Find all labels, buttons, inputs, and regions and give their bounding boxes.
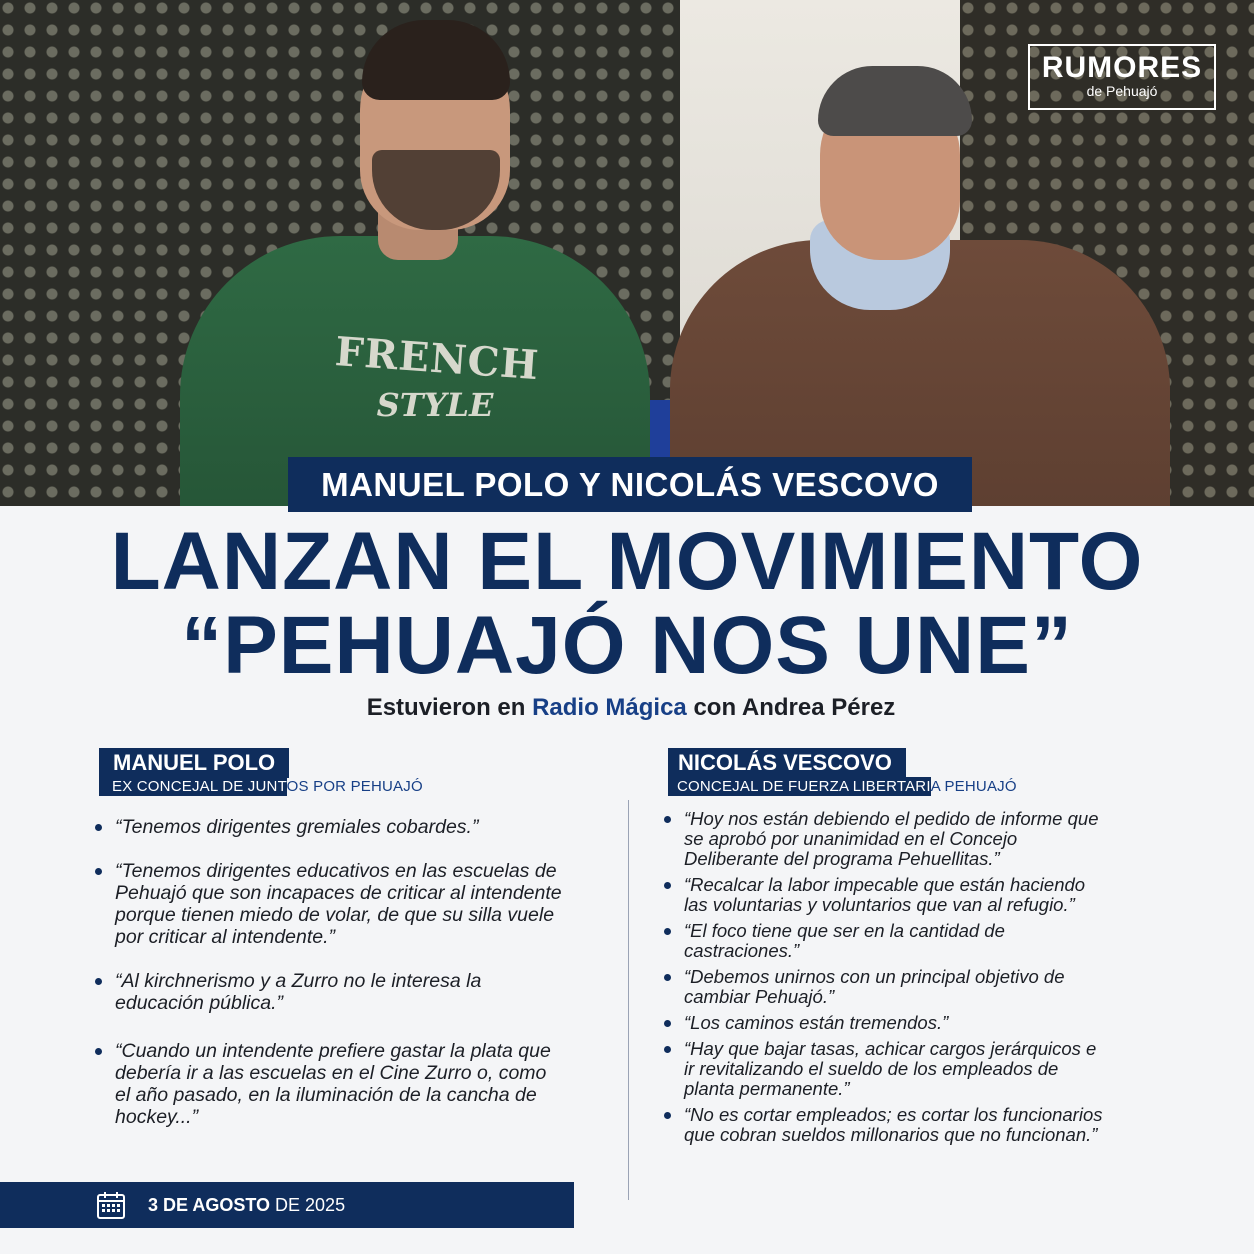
left-role [99, 778, 423, 795]
shirt-print-line1: FRENCH [333, 328, 541, 390]
left-column-header [99, 748, 423, 795]
right-role-a: CONCEJAL DE FUERZA LIBERTARI [668, 777, 931, 796]
left-quote-4: “Cuando un intendente prefiere gastar la plata que debería ir a las escuelas en el Cine Zurro o, como el año pasado, en la iluminación de la cancha de hockey...” [95, 1040, 565, 1128]
right-quote-6: “Hay que bajar tasas, achicar cargos jerárquicos e ir revitalizando el sueldo de los empleados de planta permanente.” [664, 1039, 1108, 1099]
shirt-print-line2: STYLE [376, 386, 494, 424]
right-role-b: A PEHUAJÓ [930, 778, 1017, 795]
left-quotes [95, 816, 565, 1128]
date-bold: 3 DE AGOSTO [148, 1195, 271, 1215]
nicolas-vescovo-hair [818, 66, 972, 136]
manuel-polo-hair [362, 20, 510, 100]
header-photo [0, 0, 1254, 506]
date-text [148, 1194, 345, 1216]
right-quote-1: “Hoy nos están debiendo el pedido de informe que se aprobó por unanimidad en el Concejo Deliberante del programa Pehuellitas.” [664, 809, 1108, 869]
left-role-b: OS POR PEHUAJÓ [286, 778, 423, 795]
left-role-a: EX CONCEJAL DE JUNT [99, 777, 287, 796]
headline-line1: LANZAN EL MOVIMIENTO [110, 516, 1144, 607]
headline-line2: “PEHUAJÓ NOS UNE” [181, 600, 1073, 691]
right-quote-4: “Debemos unirnos con un principal objetivo de cambiar Pehuajó.” [664, 967, 1108, 1007]
subline-post: con Andrea Pérez [686, 694, 896, 721]
subline-radio: Radio Mágica [532, 694, 687, 721]
left-quote-3: “Al kirchnerismo y a Zurro no le interesa la educación pública.” [95, 970, 565, 1014]
logo-name: RUMORES [1041, 51, 1203, 84]
column-divider [628, 800, 629, 1200]
right-name: NICOLÁS VESCOVO [668, 748, 906, 778]
right-column-header [668, 748, 1017, 795]
right-quote-5: “Los caminos están tremendos.” [664, 1013, 1108, 1033]
left-quote-2: “Tenemos dirigentes educativos en las escuelas de Pehuajó que son incapaces de criticar al intendente porque tienen miedo de volar, de que su silla vuele por criticar al intendente.” [95, 860, 565, 948]
left-name: MANUEL POLO [99, 748, 289, 778]
rumores-logo [1028, 44, 1216, 110]
right-quotes [664, 809, 1108, 1145]
date-bar [0, 1182, 574, 1228]
headline [0, 516, 1254, 691]
shirt-print [333, 328, 541, 424]
date-rest: DE 2025 [270, 1195, 346, 1215]
names-banner: MANUEL POLO Y NICOLÁS VESCOVO [288, 457, 972, 512]
logo-sub: de Pehuajó [1086, 83, 1158, 99]
right-quote-7: “No es cortar empleados; es cortar los funcionarios que cobran sueldos millonarios que no funcionan.” [664, 1105, 1108, 1145]
calendar-icon [96, 1190, 126, 1220]
subline-pre: Estuvieron en [366, 694, 533, 721]
subline [0, 694, 1254, 722]
left-quote-1: “Tenemos dirigentes gremiales cobardes.” [95, 816, 565, 838]
right-role [668, 778, 1017, 795]
right-quote-2: “Recalcar la labor impecable que están haciendo las voluntarias y voluntarios que van al refugio.” [664, 875, 1108, 915]
right-quote-3: “El foco tiene que ser en la cantidad de castraciones.” [664, 921, 1108, 961]
